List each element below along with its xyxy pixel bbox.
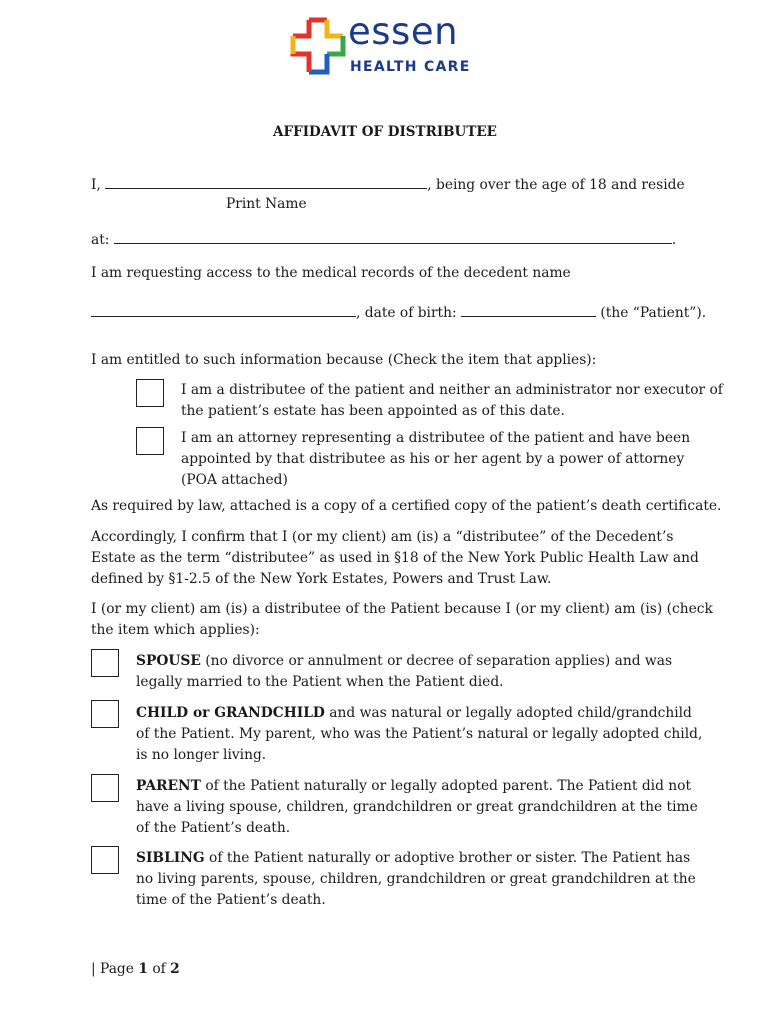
- decedent-name-field[interactable]: [91, 302, 356, 317]
- option-text-line: I am an attorney representing a distributee of the patient and have been: [181, 430, 691, 446]
- paragraph-line: the item which applies):: [91, 622, 260, 638]
- footer-label: | Page: [91, 961, 134, 977]
- relation-title: CHILD or GRANDCHILD: [136, 705, 325, 721]
- paragraph-line: defined by §1-2.5 of the New York Estates, Powers and Trust Law.: [91, 571, 552, 587]
- page-footer: [91, 959, 180, 980]
- address-suffix: .: [671, 232, 677, 248]
- total-pages: 2: [170, 961, 180, 977]
- relation-text-line: time of the Patient’s death.: [136, 892, 326, 908]
- request-line: I am requesting access to the medical records of the decedent name: [91, 265, 571, 281]
- relation-title: SIBLING: [136, 850, 205, 866]
- paragraph-line: I (or my client) am (is) a distributee of the Patient because I (or my client) am (is) (check: [91, 601, 713, 617]
- relation-spouse: [136, 651, 672, 693]
- current-page-number: 1: [138, 961, 148, 977]
- spouse-checkbox[interactable]: [91, 649, 119, 677]
- option-text-line: appointed by that distributee as his or her agent by a power of attorney: [181, 451, 685, 467]
- option-text-line: I am a distributee of the patient and neither an administrator nor executor of: [181, 382, 723, 398]
- relation-sibling: [136, 848, 696, 911]
- relation-text-line: of the Patient. My parent, who was the Patient’s natural or legally adopted child,: [136, 726, 703, 742]
- address-line: [91, 229, 676, 251]
- relation-text: of the Patient naturally or legally adopted parent. The Patient did not: [200, 778, 692, 794]
- law-statement: As required by law, attached is a copy of a certified copy of the patient’s death certificate.: [91, 498, 722, 514]
- name-suffix: , being over the age of 18 and reside: [427, 177, 685, 193]
- paragraph-line: Accordingly, I confirm that I (or my client) am (is) a “distributee” of the Decedent’s: [91, 529, 674, 545]
- print-name-label: Print Name: [226, 196, 307, 212]
- relation-text: of the Patient naturally or adoptive brother or sister. The Patient has: [204, 850, 691, 866]
- name-line: [91, 174, 685, 196]
- relation-text-line: legally married to the Patient when the Patient died.: [136, 674, 504, 690]
- document-title: AFFIDAVIT OF DISTRIBUTEE: [273, 124, 497, 140]
- option-text-line: (POA attached): [181, 472, 288, 488]
- entitled-option-attorney: [181, 428, 690, 491]
- option-text-line: the patient’s estate has been appointed as of this date.: [181, 403, 565, 419]
- sibling-checkbox[interactable]: [91, 846, 119, 874]
- relation-child: [136, 703, 702, 766]
- patient-suffix: (the “Patient”).: [600, 305, 707, 321]
- paragraph-line: Estate as the term “distributee” as used in §18 of the New York Public Health Law and: [91, 550, 699, 566]
- relation-title: SPOUSE: [136, 653, 201, 669]
- medical-cross-icon: [290, 16, 346, 78]
- distributee-checkbox[interactable]: [136, 379, 164, 407]
- decedent-line: [91, 302, 706, 324]
- relation-text-line: have a living spouse, children, grandchildren or great grandchildren at the time: [136, 799, 698, 815]
- relation-intro: [91, 599, 713, 641]
- attorney-checkbox[interactable]: [136, 427, 164, 455]
- essen-logo: [290, 10, 490, 80]
- logo-subtitle: HEALTH CARE: [350, 59, 471, 75]
- child-checkbox[interactable]: [91, 700, 119, 728]
- footer-of: of: [152, 961, 166, 977]
- relation-text-line: of the Patient’s death.: [136, 820, 291, 836]
- entitled-intro: I am entitled to such information because (Check the item that applies):: [91, 352, 597, 368]
- print-name-field[interactable]: [105, 174, 427, 189]
- relation-text: (no divorce or annulment or decree of separation applies) and was: [200, 653, 673, 669]
- logo-wordmark: essen: [348, 10, 459, 53]
- accordingly-paragraph: [91, 527, 699, 590]
- relation-title: PARENT: [136, 778, 201, 794]
- entitled-option-distributee: [181, 380, 723, 422]
- relation-text-line: is no longer living.: [136, 747, 267, 763]
- parent-checkbox[interactable]: [91, 774, 119, 802]
- relation-text-line: no living parents, spouse, children, grandchildren or great grandchildren at the: [136, 871, 696, 887]
- relation-parent: [136, 776, 698, 839]
- relation-text: and was natural or legally adopted child/grandchild: [324, 705, 692, 721]
- address-prefix: at:: [91, 232, 110, 248]
- name-prefix: I,: [91, 177, 101, 193]
- dob-field[interactable]: [461, 302, 596, 317]
- address-field[interactable]: [114, 229, 672, 244]
- dob-label: , date of birth:: [356, 305, 457, 321]
